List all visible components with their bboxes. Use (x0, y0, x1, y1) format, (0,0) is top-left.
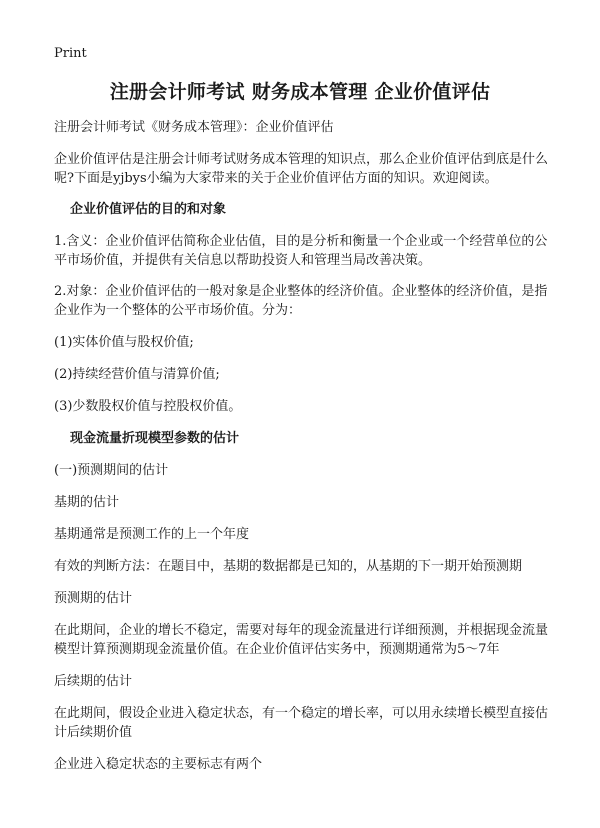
document-title: 注册会计师考试 财务成本管理 企业价值评估 (109, 81, 491, 103)
base-period-heading: 基期的估计 (54, 495, 120, 510)
subsection-forecast-period: (一)预测期间的估计 (54, 463, 169, 478)
list-item: (1)实体价值与股权价值; (54, 335, 194, 350)
section-heading-cashflow: 现金流量折现模型参数的估计 (70, 431, 240, 446)
list-item: (3)少数股权价值与控股权价值。 (54, 399, 242, 414)
follow-period-heading: 后续期的估计 (54, 674, 133, 689)
stable-state-text: 企业进入稳定状态的主要标志有两个 (54, 757, 263, 772)
follow-period-text: 在此期间，假设企业进入稳定状态，有一个稳定的增长率，可以用永续增长模型直接估计后续期价值 (54, 706, 549, 740)
list-item: (2)持续经营价值与清算价值; (54, 367, 220, 382)
object-paragraph: 2.对象：企业价值评估的一般对象是企业整体的经济价值。企业整体的经济价值，是指企业作为一个整体的公平市场价值。分为： (54, 284, 548, 318)
intro-paragraph: 企业价值评估是注册会计师考试财务成本管理的知识点，那么企业价值评估到底是什么呢?下面是yjbys小编为大家带来的关于企业价值评估方面的知识。欢迎阅读。 (54, 152, 549, 186)
section-heading-purpose: 企业价值评估的目的和对象 (70, 202, 227, 217)
print-label: Print (54, 46, 87, 61)
base-period-method: 有效的判断方法：在题目中，基期的数据都是已知的，从基期的下一期开始预测期 (54, 559, 523, 574)
subtitle: 注册会计师考试《财务成本管理》：企业价值评估 (54, 120, 334, 135)
forecast-period-text: 在此期间，企业的增长不稳定，需要对每年的现金流量进行详细预测，并根据现金流量模型计算预测期现金流量价值。在企业价值评估实务中，预测期通常为5～7年 (54, 623, 549, 657)
definition-paragraph: 1.含义：企业价值评估简称企业估值，目的是分析和衡量一个企业或一个经营单位的公平市场价值，并提供有关信息以帮助投资人和管理当局改善决策。 (54, 234, 548, 268)
document-body (54, 118, 554, 774)
base-period-definition: 基期通常是预测工作的上一个年度 (54, 527, 250, 542)
forecast-period-heading: 预测期的估计 (54, 591, 133, 606)
